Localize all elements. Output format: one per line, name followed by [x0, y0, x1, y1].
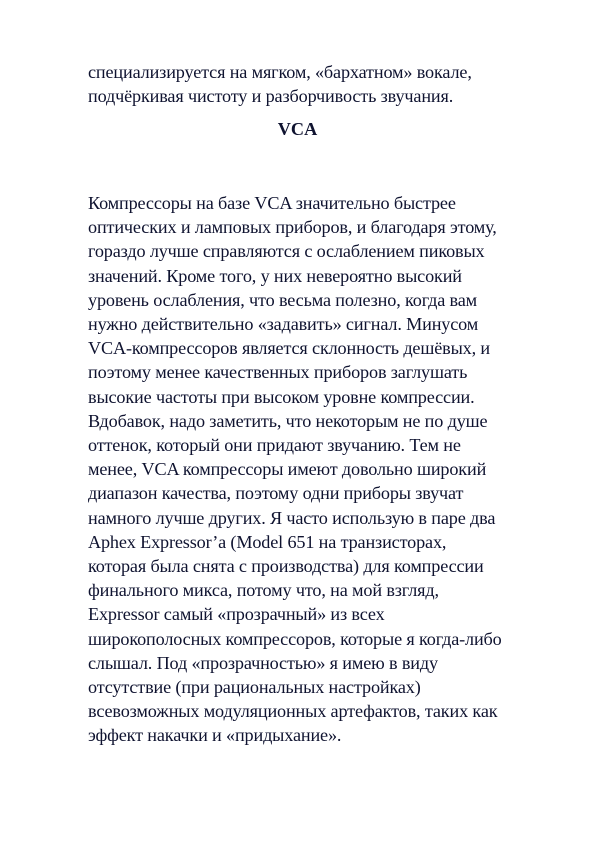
text-line: Expressor самый «прозрачный» из всех [88, 604, 385, 625]
text-line: специализируется на мягком, «бархатном» вокале, [88, 62, 472, 82]
text-line: эффект накачки и «придыхание». [88, 725, 342, 746]
text-line: диапазон качества, поэтому одни приборы звучат [88, 483, 464, 504]
text-line: всевозможных модуляционных артефактов, таких как [88, 701, 498, 722]
body-paragraph [88, 191, 568, 748]
text-line: уровень ослабления, что весьма полезно, когда вам [88, 289, 477, 310]
text-line: финального микса, потому что, на мой взгляд, [88, 580, 439, 601]
text-line: гораздо лучше справляются с ослаблением пиковых [88, 241, 485, 262]
text-line: значений. Кроме того, у них невероятно высокий [88, 265, 462, 286]
text-line: оптических и ламповых приборов, и благодаря этому, [88, 217, 497, 238]
text-line: Вдобавок, надо заметить, что некоторым не по душе [88, 410, 488, 431]
text-line: Aphex Expressor’a (Model 651 на транзисторах, [88, 531, 447, 552]
text-line: слышал. Под «прозрачностью» я имею в виду [88, 652, 438, 673]
text-line: VCA-компрессоров является склонность дешёвых, и [88, 338, 490, 359]
text-line: которая была снята с производства) для компрессии [88, 556, 484, 577]
text-line: Компрессоры на базе VCA значительно быстрее [88, 193, 456, 213]
text-line: подчёркивая чистоту и разборчивость звучания. [88, 86, 454, 107]
text-line: нужно действительно «задавить» сигнал. Минусом [88, 314, 479, 335]
text-line: широкополосных компрессоров, которые я когда-либо [88, 628, 502, 649]
text-line: отсутствие (при рациональных настройках) [88, 677, 421, 698]
text-line: намного лучше других. Я часто использую в паре два [88, 507, 496, 528]
text-line: высокие частоты при высоком уровне компрессии. [88, 386, 475, 407]
section-heading: VCA [277, 119, 318, 139]
text-line: оттенок, который они придают звучанию. Тем не [88, 435, 461, 456]
intro-paragraph [88, 60, 558, 108]
text-line: менее, VCA компрессоры имеют довольно широкий [88, 459, 487, 480]
text-line: поэтому менее качественных приборов заглушать [88, 362, 468, 383]
